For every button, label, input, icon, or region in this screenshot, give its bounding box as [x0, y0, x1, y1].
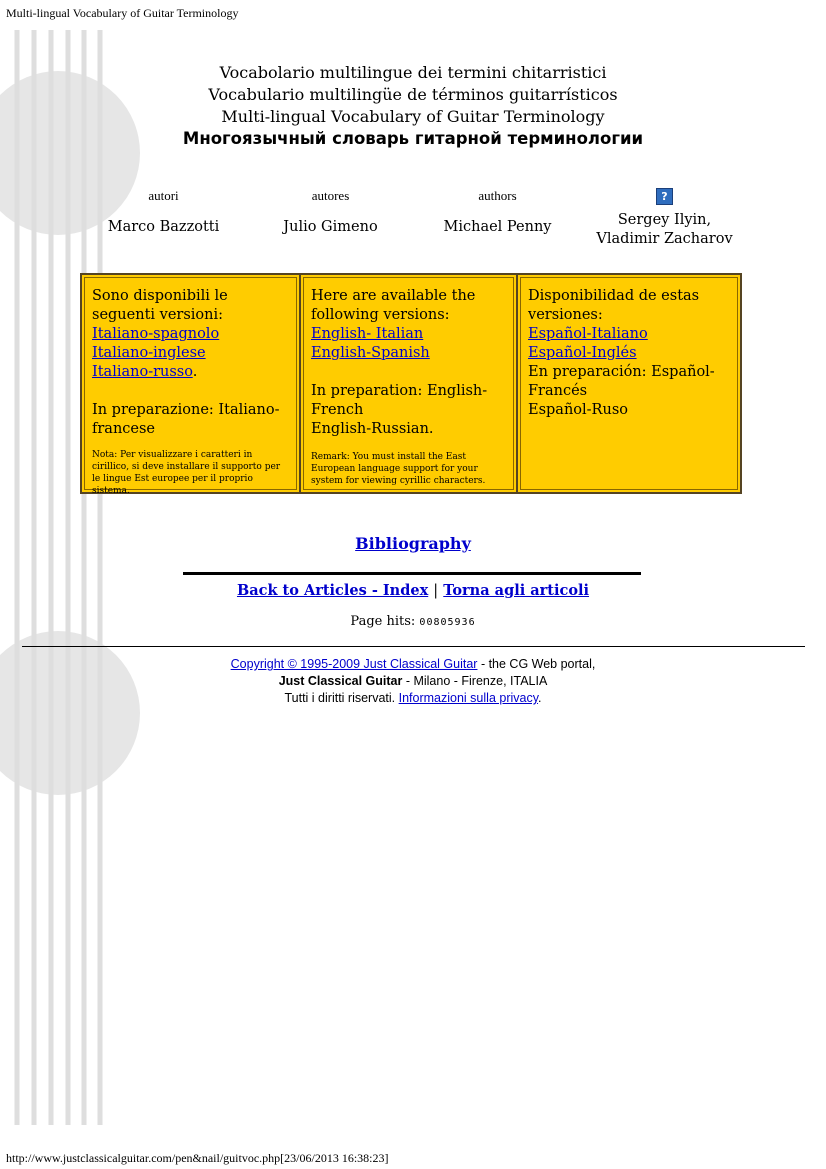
link-italiano-inglese[interactable]: Italiano-inglese [92, 345, 206, 361]
link-espanol-ingles[interactable]: Español-Inglés [528, 345, 637, 361]
link-english-italian[interactable]: English- Italian [311, 326, 424, 342]
cyrillic-note: Nota: Per visualizzare i caratteri in cirillico, si deve installare il supporto per le lingue Est europee per il proprio sistema. [92, 450, 281, 496]
versions-cell-italian [82, 275, 299, 496]
link-italiano-spagnolo[interactable]: Italiano-spagnolo [92, 326, 220, 342]
copyright-link[interactable]: Copyright © 1995-2009 Just Classical Guitar [230, 657, 478, 671]
link-italiano-russo[interactable]: Italiano-russo [92, 364, 193, 380]
back-to-articles-link[interactable]: Back to Articles - Index [236, 582, 429, 599]
preparation-text-2: Español-Ruso [528, 402, 628, 418]
title-russian: Многоязычный словарь гитарной терминологии [182, 129, 644, 148]
author-role-label: autores [311, 188, 350, 203]
versions-intro: Here are available the following versions: [311, 288, 476, 323]
page-hits [0, 614, 826, 629]
privacy-link[interactable]: Informazioni sulla privacy [398, 691, 539, 705]
link-english-spanish[interactable]: English-Spanish [311, 345, 430, 361]
period: . [192, 364, 198, 380]
title-english: Multi-lingual Vocabulary of Guitar Terminology [221, 107, 605, 126]
print-footer: http://www.justclassicalguitar.com/pen&nail/guitvoc.php[23/06/2013 16:38:23] [6, 1151, 389, 1165]
footer-rights: Tutti i diritti riservati. [284, 691, 399, 705]
author-english [414, 188, 581, 237]
footer-location: - Milano - Firenze, ITALIA [402, 674, 548, 688]
preparation-text: En preparación: Español-Francés [528, 364, 715, 399]
footer [0, 656, 826, 707]
author-spanish [247, 188, 414, 237]
author-name-line-1: Sergey Ilyin, [617, 212, 712, 228]
footer-line-2 [0, 673, 826, 690]
preparation-text: In preparation: English-French [311, 383, 488, 418]
help-icon: ? [656, 188, 673, 205]
divider-thick [183, 572, 641, 575]
author-role-label: autori [148, 188, 179, 203]
title-italian: Vocabolario multilingue dei termini chitarristici [219, 63, 607, 82]
versions-table [80, 273, 742, 494]
author-role-label: authors [478, 188, 517, 203]
nav-separator: | [433, 583, 439, 599]
author-russian [581, 188, 748, 249]
divider-thin [22, 646, 805, 647]
preparation-text-2: English-Russian. [311, 421, 434, 437]
author-name: Julio Gimeno [283, 219, 378, 235]
footer-line-1 [0, 656, 826, 673]
copyright-suffix: - the CG Web portal, [477, 657, 596, 671]
page-hits-counter: 00805936 [419, 617, 476, 628]
versions-intro: Sono disponibili le seguenti versioni: [92, 288, 228, 323]
bibliography-row [0, 534, 826, 553]
footer-period: . [538, 691, 542, 705]
author-name: Michael Penny [443, 219, 552, 235]
author-italian [80, 188, 247, 237]
cyrillic-note: Remark: You must install the East European language support for your system for viewing cyrillic characters. [311, 452, 486, 486]
bibliography-link[interactable]: Bibliography [355, 534, 471, 553]
footer-brand: Just Classical Guitar [278, 674, 403, 688]
link-espanol-italiano[interactable]: Español-Italiano [528, 326, 648, 342]
print-header: Multi-lingual Vocabulary of Guitar Terminology [6, 6, 239, 20]
author-name: Marco Bazzotti [107, 219, 220, 235]
versions-cell-english [301, 275, 516, 492]
article-nav [0, 582, 826, 599]
versions-cell-spanish [518, 275, 740, 492]
preparation-text: In preparazione: Italiano-francese [92, 402, 280, 437]
title-block [0, 62, 826, 150]
page-hits-label: Page hits: [350, 614, 416, 629]
author-name-line-2: Vladimir Zacharov [596, 231, 733, 247]
footer-line-3 [0, 690, 826, 707]
author-role-icon-wrap [581, 188, 748, 205]
torna-agli-articoli-link[interactable]: Torna agli articoli [443, 582, 590, 599]
versions-intro: Disponibilidad de estas versiones: [528, 288, 700, 323]
title-spanish: Vocabulario multilingüe de términos guitarrísticos [208, 85, 618, 104]
author-name [581, 211, 748, 249]
